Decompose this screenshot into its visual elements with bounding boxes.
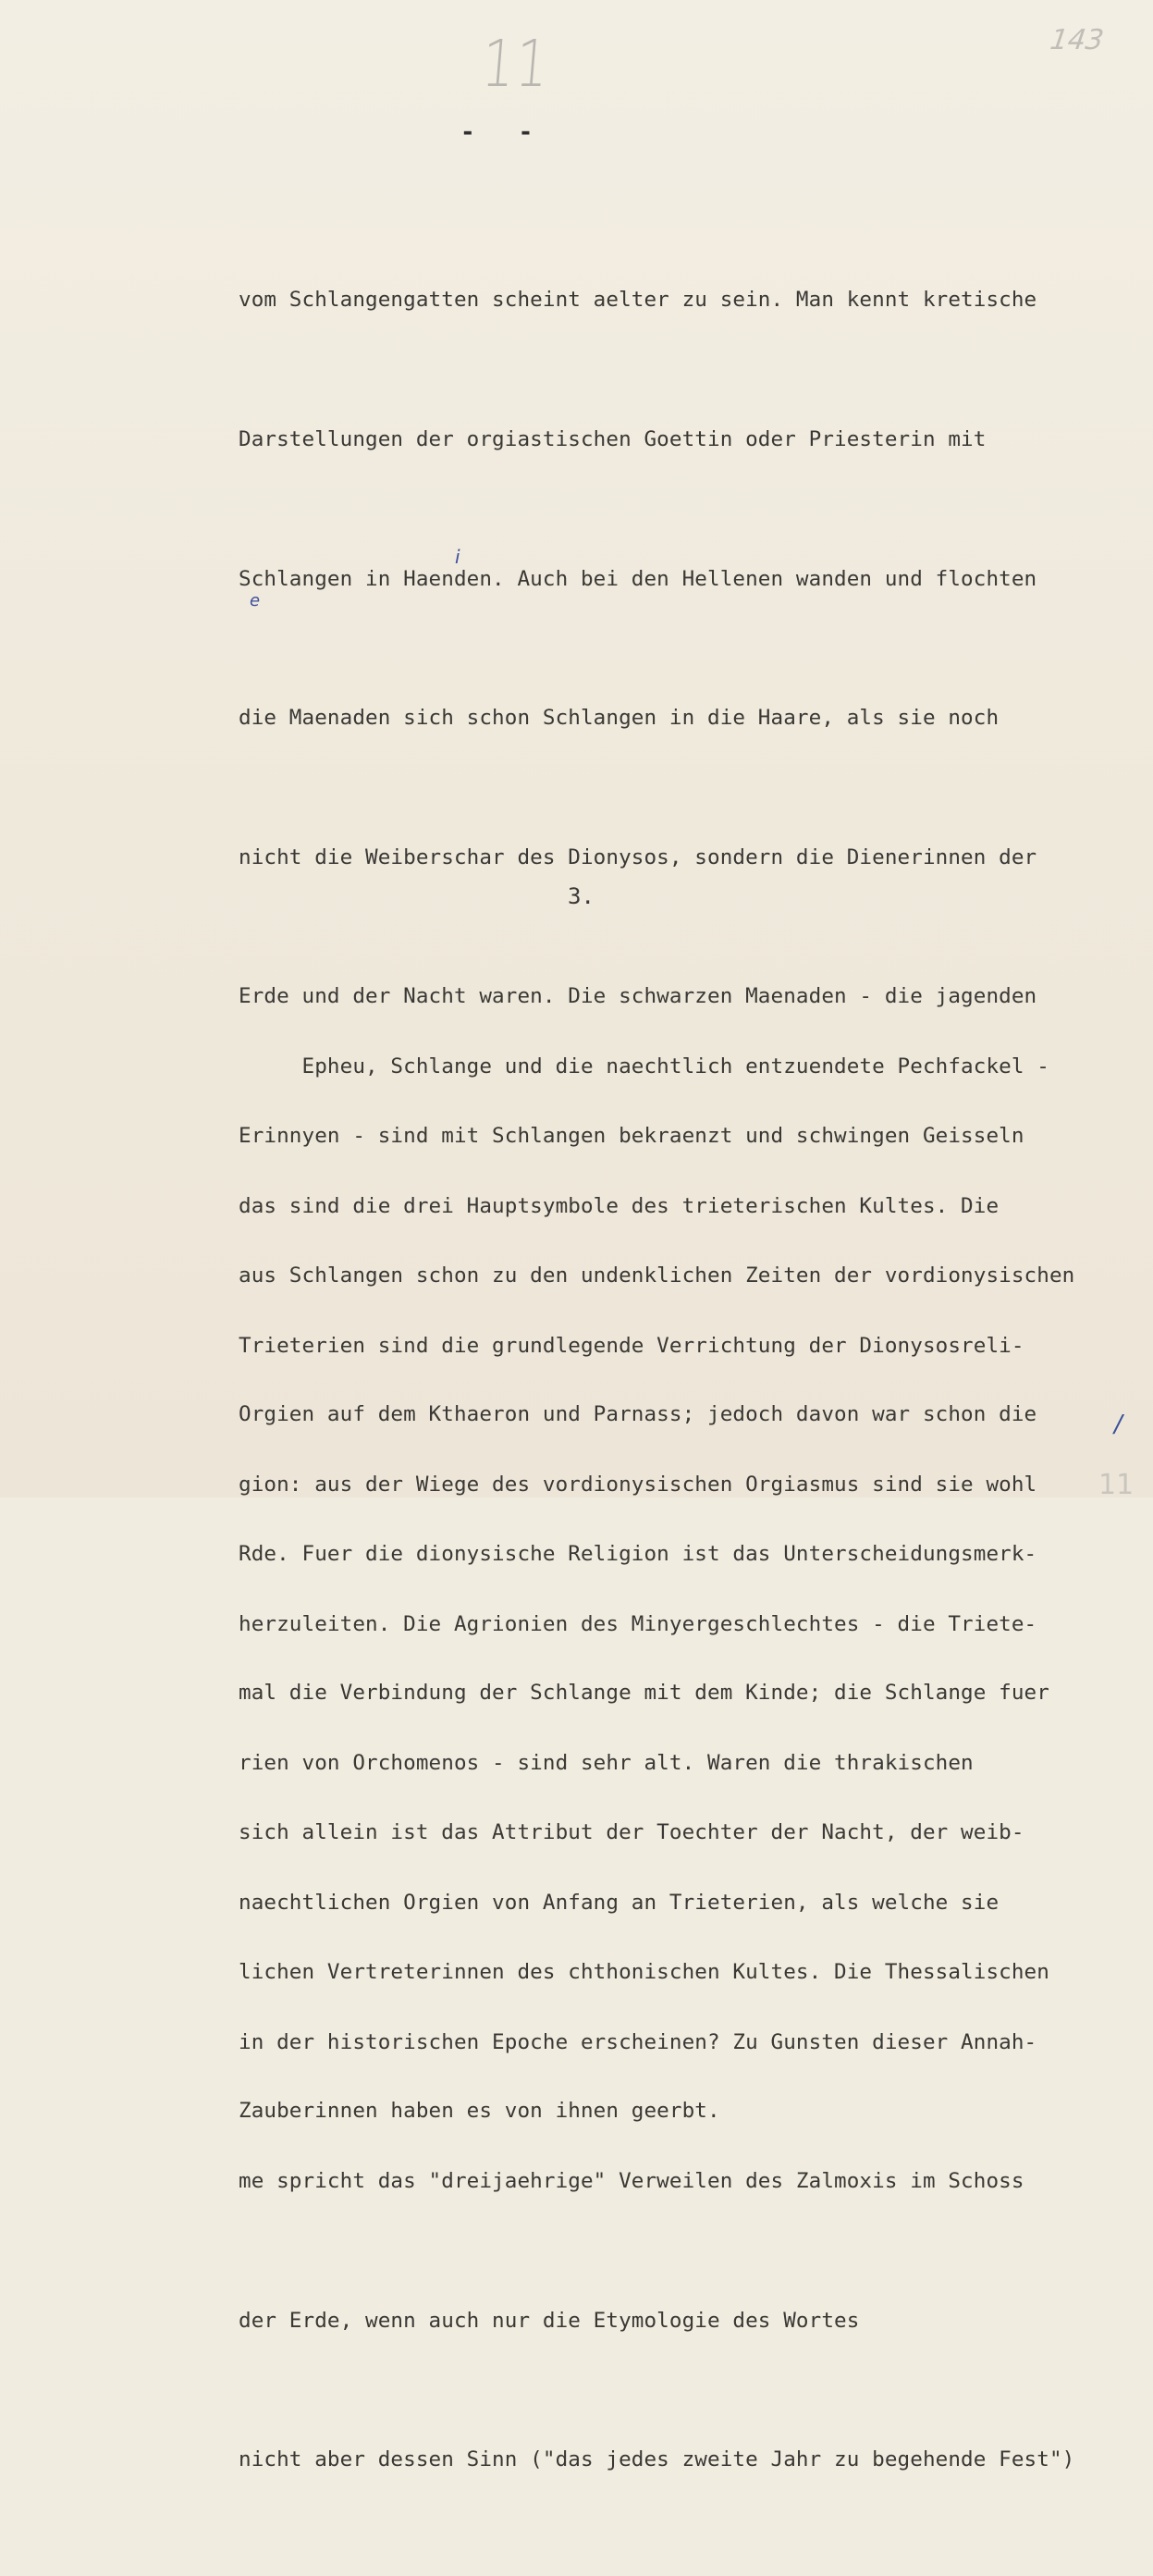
- pen-correction-mark: e: [250, 591, 261, 610]
- text-line: herzuleiten. Die Agrionien des Minyergeschlechtes - die Triete-: [239, 1611, 1037, 1636]
- text-line: mal die Verbindung der Schlange mit dem Kinde; die Schlange fuer: [239, 1681, 1049, 1706]
- handwritten-folio-number: 143: [1048, 24, 1106, 56]
- section-number: 3.: [568, 883, 595, 909]
- text-line: aus Schlangen schon zu den undenklichen Zeiten der vordionysischen: [239, 1263, 1075, 1288]
- handwritten-page-number: 11: [479, 26, 553, 102]
- text-line: Rde. Fuer die dionysische Religion ist das Unterscheidungsmerk-: [239, 1541, 1037, 1566]
- text-line: Schlangen in Haenden. Auch bei den Hellenen wanden und flochten: [239, 566, 1037, 591]
- paragraph-block-2: [239, 951, 1074, 2576]
- text-line: Zauberinnen haben es von ihnen geerbt.: [239, 2099, 720, 2124]
- text-line: Erde und der Nacht waren. Die schwarzen Maenaden - die jagenden: [239, 984, 1037, 1009]
- text-line: rien von Orchomenos - sind sehr alt. Waren die thrakischen: [239, 1751, 974, 1776]
- text-line: Trieterien sind die grundlegende Verrichtung der Dionysosreli-: [239, 1333, 1024, 1358]
- text-line: nicht die Weiberschar des Dionysos, sondern die Dienerinnen der: [239, 844, 1037, 869]
- faint-corner-number: 11: [1098, 1469, 1135, 1501]
- text-line: Orgien auf dem Kthaeron und Parnass; jedoch davon war schon die: [239, 1402, 1037, 1427]
- header-dashes: - -: [460, 118, 534, 146]
- text-line: der Erde, wenn auch nur die Etymologie des Wortes: [239, 2308, 860, 2333]
- text-line: Darstellungen der orgiastischen Goettin oder Priesterin mit: [239, 427, 987, 451]
- text-line: naechtlichen Orgien von Anfang an Trieterien, als welche sie: [239, 1890, 1000, 1915]
- text-line: Epheu, Schlange und die naechtlich entzuendete Pechfackel -: [239, 1054, 1049, 1079]
- text-line: me spricht das "dreijaehrige" Verweilen des Zalmoxis im Schoss: [239, 2169, 1024, 2194]
- text-line: Erinnyen - sind mit Schlangen bekraenzt und schwingen Geisseln: [239, 1123, 1024, 1148]
- pen-correction-mark: i: [455, 546, 460, 568]
- text-line: lichen Vertreterinnen des chthonischen Kultes. Die Thessalischen: [239, 1959, 1049, 1984]
- text-line: in der historischen Epoche erscheinen? Zu Gunsten dieser Annah-: [239, 2029, 1037, 2054]
- text-line: nicht aber dessen Sinn ("das jedes zweite Jahr zu begehende Fest"): [239, 2447, 1075, 2472]
- text-line: das sind die drei Hauptsymbole des trieterischen Kultes. Die: [239, 1194, 1000, 1218]
- text-line: gion: aus der Wiege des vordionysischen Orgiasmus sind sie wohl: [239, 1473, 1037, 1498]
- pen-margin-mark: /: [1114, 1411, 1122, 1438]
- text-line: vom Schlangengatten scheint aelter zu sein. Man kennt kretische: [239, 288, 1037, 313]
- text-line: die Maenaden sich schon Schlangen in die Haare, als sie noch: [239, 706, 1000, 731]
- text-line: sich allein ist das Attribut der Toechter der Nacht, der weib-: [239, 1819, 1024, 1844]
